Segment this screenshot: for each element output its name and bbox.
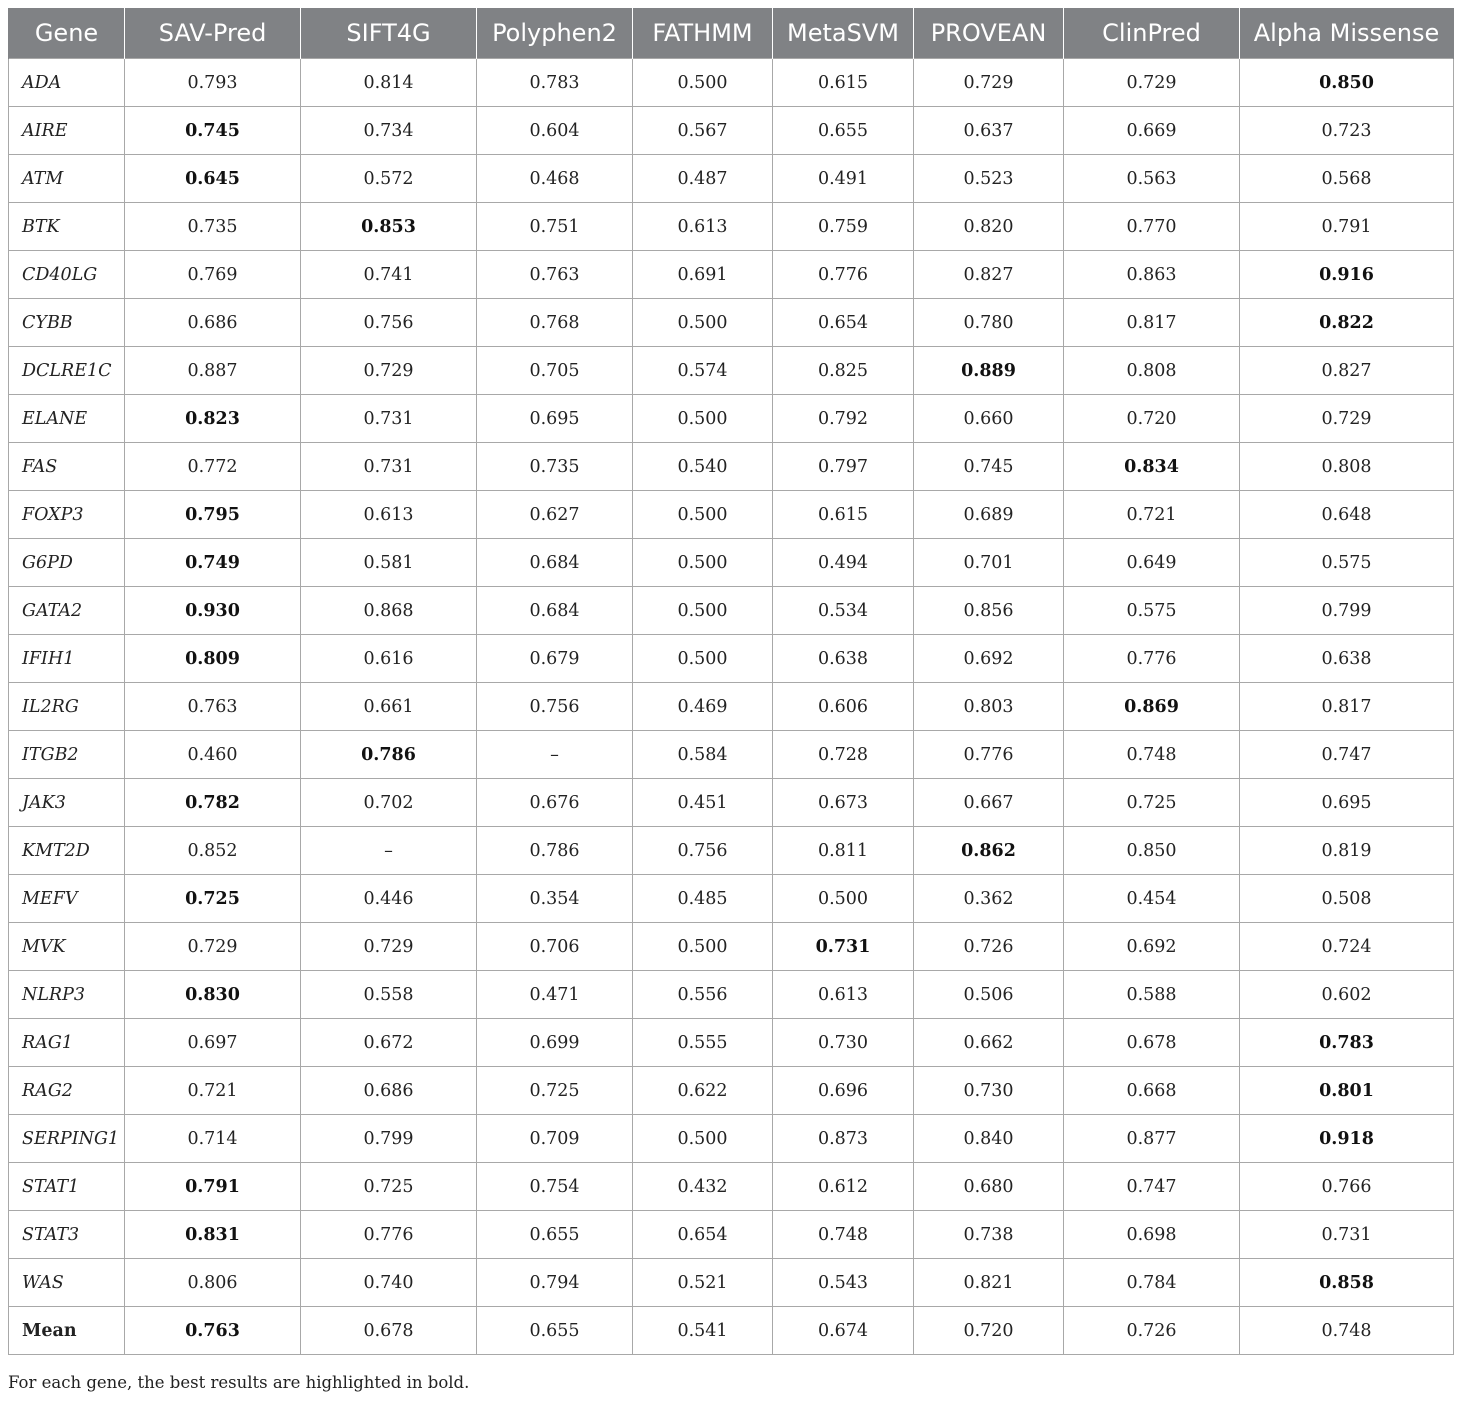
column-header-alpha-missense: Alpha Missense (1240, 8, 1454, 59)
score-cell: 0.721 (125, 1067, 301, 1115)
score-cell: 0.930 (125, 587, 301, 635)
score-cell: 0.768 (477, 299, 633, 347)
score-cell: 0.834 (1064, 443, 1240, 491)
score-cell: 0.563 (1064, 155, 1240, 203)
score-cell: 0.500 (633, 923, 773, 971)
column-header-provean: PROVEAN (914, 8, 1064, 59)
score-cell: 0.572 (301, 155, 477, 203)
results-table (8, 8, 1454, 1355)
score-cell: 0.887 (125, 347, 301, 395)
score-cell: 0.749 (125, 539, 301, 587)
table-row (9, 491, 1454, 539)
column-header-sav-pred: SAV-Pred (125, 8, 301, 59)
score-cell: 0.471 (477, 971, 633, 1019)
score-cell: 0.454 (1064, 875, 1240, 923)
score-cell: 0.616 (301, 635, 477, 683)
gene-name-cell: BTK (9, 203, 125, 251)
score-cell: 0.534 (773, 587, 914, 635)
score-cell: 0.795 (125, 491, 301, 539)
score-cell: 0.869 (1064, 683, 1240, 731)
score-cell: 0.786 (301, 731, 477, 779)
score-cell: 0.806 (125, 1259, 301, 1307)
score-cell: 0.613 (301, 491, 477, 539)
score-cell: 0.540 (633, 443, 773, 491)
score-cell: 0.662 (914, 1019, 1064, 1067)
score-cell: 0.698 (1064, 1211, 1240, 1259)
score-cell: 0.799 (301, 1115, 477, 1163)
score-cell: 0.676 (477, 779, 633, 827)
score-cell: 0.916 (1240, 251, 1454, 299)
score-cell: 0.827 (1240, 347, 1454, 395)
gene-name-cell: SERPING1 (9, 1115, 125, 1163)
table-row (9, 587, 1454, 635)
score-cell: 0.574 (633, 347, 773, 395)
gene-name-cell: STAT3 (9, 1211, 125, 1259)
score-cell: 0.500 (633, 299, 773, 347)
score-cell: 0.555 (633, 1019, 773, 1067)
table-row (9, 635, 1454, 683)
score-cell: 0.850 (1064, 827, 1240, 875)
score-cell: 0.817 (1064, 299, 1240, 347)
score-cell: 0.558 (301, 971, 477, 1019)
score-cell: 0.782 (125, 779, 301, 827)
score-cell: 0.852 (125, 827, 301, 875)
score-cell: 0.487 (633, 155, 773, 203)
score-cell: 0.500 (633, 59, 773, 107)
score-cell: 0.731 (773, 923, 914, 971)
score-cell: 0.726 (914, 923, 1064, 971)
score-cell: 0.684 (477, 587, 633, 635)
score-cell: 0.793 (125, 59, 301, 107)
score-cell: 0.748 (1064, 731, 1240, 779)
score-cell: 0.500 (633, 539, 773, 587)
score-cell: 0.858 (1240, 1259, 1454, 1307)
score-cell: 0.686 (125, 299, 301, 347)
score-cell: 0.853 (301, 203, 477, 251)
score-cell: 0.808 (1064, 347, 1240, 395)
table-row (9, 731, 1454, 779)
score-cell: 0.432 (633, 1163, 773, 1211)
score-cell: 0.751 (477, 203, 633, 251)
gene-name-cell: IL2RG (9, 683, 125, 731)
score-cell: 0.699 (477, 1019, 633, 1067)
score-cell: 0.724 (1240, 923, 1454, 971)
score-cell: 0.485 (633, 875, 773, 923)
score-cell: 0.660 (914, 395, 1064, 443)
score-cell: 0.729 (125, 923, 301, 971)
score-cell: 0.763 (125, 683, 301, 731)
score-cell: 0.738 (914, 1211, 1064, 1259)
table-row (9, 971, 1454, 1019)
score-cell: 0.543 (773, 1259, 914, 1307)
score-cell: 0.638 (1240, 635, 1454, 683)
gene-name-cell: GATA2 (9, 587, 125, 635)
score-cell: 0.803 (914, 683, 1064, 731)
score-cell: 0.684 (477, 539, 633, 587)
score-cell: 0.613 (773, 971, 914, 1019)
score-cell: 0.709 (477, 1115, 633, 1163)
score-cell: 0.723 (1240, 107, 1454, 155)
column-header-metasvm: MetaSVM (773, 8, 914, 59)
score-cell: 0.697 (125, 1019, 301, 1067)
score-cell: 0.491 (773, 155, 914, 203)
score-cell: 0.856 (914, 587, 1064, 635)
score-cell: 0.868 (301, 587, 477, 635)
score-cell: 0.728 (773, 731, 914, 779)
table-row (9, 1067, 1454, 1115)
score-cell: 0.523 (914, 155, 1064, 203)
score-cell: 0.862 (914, 827, 1064, 875)
score-cell: 0.500 (773, 875, 914, 923)
score-cell: 0.655 (477, 1307, 633, 1355)
score-cell: 0.820 (914, 203, 1064, 251)
score-cell: 0.354 (477, 875, 633, 923)
score-cell: 0.725 (125, 875, 301, 923)
gene-name-cell: CD40LG (9, 251, 125, 299)
score-cell: 0.654 (773, 299, 914, 347)
column-header-gene: Gene (9, 8, 125, 59)
score-cell: 0.776 (914, 731, 1064, 779)
score-cell: 0.655 (773, 107, 914, 155)
score-cell: 0.791 (1240, 203, 1454, 251)
score-cell: 0.661 (301, 683, 477, 731)
score-cell: 0.692 (1064, 923, 1240, 971)
score-cell: 0.821 (914, 1259, 1064, 1307)
score-cell: 0.747 (1240, 731, 1454, 779)
column-header-sift4g: SIFT4G (301, 8, 477, 59)
score-cell: 0.877 (1064, 1115, 1240, 1163)
score-cell: 0.776 (773, 251, 914, 299)
table-row (9, 875, 1454, 923)
score-cell: 0.823 (125, 395, 301, 443)
score-cell: 0.581 (301, 539, 477, 587)
score-cell: 0.801 (1240, 1067, 1454, 1115)
score-cell: 0.731 (1240, 1211, 1454, 1259)
score-cell: 0.680 (914, 1163, 1064, 1211)
score-cell: 0.725 (301, 1163, 477, 1211)
score-cell: 0.745 (914, 443, 1064, 491)
table-row (9, 251, 1454, 299)
table-row (9, 923, 1454, 971)
score-cell: 0.808 (1240, 443, 1454, 491)
score-cell: 0.602 (1240, 971, 1454, 1019)
score-cell: 0.731 (301, 395, 477, 443)
score-cell: 0.735 (125, 203, 301, 251)
score-cell: 0.692 (914, 635, 1064, 683)
gene-name-cell: AIRE (9, 107, 125, 155)
score-cell: 0.691 (633, 251, 773, 299)
table-row (9, 539, 1454, 587)
gene-name-cell: ATM (9, 155, 125, 203)
score-cell: 0.362 (914, 875, 1064, 923)
score-cell: 0.460 (125, 731, 301, 779)
gene-name-cell: WAS (9, 1259, 125, 1307)
score-cell: 0.918 (1240, 1115, 1454, 1163)
table-row (9, 395, 1454, 443)
gene-name-cell: KMT2D (9, 827, 125, 875)
score-cell: 0.615 (773, 491, 914, 539)
score-cell: 0.769 (125, 251, 301, 299)
score-cell: 0.500 (633, 491, 773, 539)
score-cell: 0.714 (125, 1115, 301, 1163)
score-cell: – (301, 827, 477, 875)
score-cell: 0.500 (633, 635, 773, 683)
score-cell: 0.889 (914, 347, 1064, 395)
score-cell: 0.725 (1064, 779, 1240, 827)
score-cell: 0.575 (1064, 587, 1240, 635)
score-cell: 0.830 (125, 971, 301, 1019)
score-cell: 0.827 (914, 251, 1064, 299)
score-cell: 0.772 (125, 443, 301, 491)
score-cell: 0.754 (477, 1163, 633, 1211)
gene-name-cell: FAS (9, 443, 125, 491)
score-cell: 0.756 (477, 683, 633, 731)
table-row (9, 107, 1454, 155)
score-cell: 0.706 (477, 923, 633, 971)
score-cell: 0.776 (301, 1211, 477, 1259)
score-cell: 0.606 (773, 683, 914, 731)
score-cell: 0.668 (1064, 1067, 1240, 1115)
table-row (9, 1019, 1454, 1067)
score-cell: 0.584 (633, 731, 773, 779)
score-cell: 0.556 (633, 971, 773, 1019)
table-row (9, 1259, 1454, 1307)
score-cell: 0.648 (1240, 491, 1454, 539)
score-cell: 0.678 (301, 1307, 477, 1355)
column-header-clinpred: ClinPred (1064, 8, 1240, 59)
score-cell: 0.500 (633, 1115, 773, 1163)
score-cell: 0.822 (1240, 299, 1454, 347)
score-cell: 0.783 (477, 59, 633, 107)
score-cell: 0.811 (773, 827, 914, 875)
gene-name-cell: ADA (9, 59, 125, 107)
score-cell: 0.850 (1240, 59, 1454, 107)
score-cell: 0.468 (477, 155, 633, 203)
score-cell: 0.730 (914, 1067, 1064, 1115)
score-cell: 0.615 (773, 59, 914, 107)
score-cell: 0.696 (773, 1067, 914, 1115)
table-row (9, 299, 1454, 347)
score-cell: 0.568 (1240, 155, 1454, 203)
score-cell: 0.730 (773, 1019, 914, 1067)
table-body (9, 59, 1454, 1355)
score-cell: 0.756 (301, 299, 477, 347)
header-row (9, 8, 1454, 59)
score-cell: 0.741 (301, 251, 477, 299)
gene-name-cell: FOXP3 (9, 491, 125, 539)
gene-name-cell: G6PD (9, 539, 125, 587)
score-cell: 0.725 (477, 1067, 633, 1115)
score-cell: 0.672 (301, 1019, 477, 1067)
score-cell: 0.817 (1240, 683, 1454, 731)
score-cell: 0.494 (773, 539, 914, 587)
score-cell: 0.622 (633, 1067, 773, 1115)
score-cell: 0.689 (914, 491, 1064, 539)
table-row (9, 203, 1454, 251)
table-row (9, 827, 1454, 875)
score-cell: 0.809 (125, 635, 301, 683)
gene-name-cell: IFIH1 (9, 635, 125, 683)
score-cell: 0.686 (301, 1067, 477, 1115)
score-cell: 0.588 (1064, 971, 1240, 1019)
score-cell: 0.567 (633, 107, 773, 155)
score-cell: 0.655 (477, 1211, 633, 1259)
table-row (9, 1163, 1454, 1211)
score-cell: 0.446 (301, 875, 477, 923)
gene-name-cell: MEFV (9, 875, 125, 923)
gene-name-cell: CYBB (9, 299, 125, 347)
score-cell: 0.521 (633, 1259, 773, 1307)
score-cell: 0.799 (1240, 587, 1454, 635)
score-cell: 0.756 (633, 827, 773, 875)
score-cell: 0.678 (1064, 1019, 1240, 1067)
score-cell: 0.673 (773, 779, 914, 827)
table-row (9, 155, 1454, 203)
score-cell: 0.794 (477, 1259, 633, 1307)
score-cell: – (477, 731, 633, 779)
score-cell: 0.791 (125, 1163, 301, 1211)
score-cell: 0.604 (477, 107, 633, 155)
score-cell: 0.695 (477, 395, 633, 443)
table-row (9, 347, 1454, 395)
mean-label-cell: Mean (9, 1307, 125, 1355)
table-row (9, 443, 1454, 491)
score-cell: 0.763 (477, 251, 633, 299)
score-cell: 0.695 (1240, 779, 1454, 827)
score-cell: 0.814 (301, 59, 477, 107)
score-cell: 0.731 (301, 443, 477, 491)
score-cell: 0.734 (301, 107, 477, 155)
score-cell: 0.776 (1064, 635, 1240, 683)
gene-name-cell: RAG1 (9, 1019, 125, 1067)
score-cell: 0.674 (773, 1307, 914, 1355)
score-cell: 0.748 (1240, 1307, 1454, 1355)
table-row (9, 683, 1454, 731)
score-cell: 0.469 (633, 683, 773, 731)
score-cell: 0.575 (1240, 539, 1454, 587)
score-cell: 0.726 (1064, 1307, 1240, 1355)
score-cell: 0.729 (914, 59, 1064, 107)
score-cell: 0.669 (1064, 107, 1240, 155)
score-cell: 0.667 (914, 779, 1064, 827)
score-cell: 0.500 (633, 587, 773, 635)
score-cell: 0.745 (125, 107, 301, 155)
score-cell: 0.792 (773, 395, 914, 443)
gene-name-cell: RAG2 (9, 1067, 125, 1115)
score-cell: 0.541 (633, 1307, 773, 1355)
score-cell: 0.729 (1064, 59, 1240, 107)
score-cell: 0.748 (773, 1211, 914, 1259)
score-cell: 0.721 (1064, 491, 1240, 539)
score-cell: 0.500 (633, 395, 773, 443)
score-cell: 0.451 (633, 779, 773, 827)
score-cell: 0.720 (914, 1307, 1064, 1355)
score-cell: 0.729 (301, 347, 477, 395)
score-cell: 0.654 (633, 1211, 773, 1259)
score-cell: 0.770 (1064, 203, 1240, 251)
gene-name-cell: STAT1 (9, 1163, 125, 1211)
score-cell: 0.747 (1064, 1163, 1240, 1211)
score-cell: 0.786 (477, 827, 633, 875)
score-cell: 0.780 (914, 299, 1064, 347)
score-cell: 0.612 (773, 1163, 914, 1211)
score-cell: 0.784 (1064, 1259, 1240, 1307)
score-cell: 0.645 (125, 155, 301, 203)
score-cell: 0.729 (301, 923, 477, 971)
score-cell: 0.701 (914, 539, 1064, 587)
column-header-fathmm: FATHMM (633, 8, 773, 59)
gene-name-cell: DCLRE1C (9, 347, 125, 395)
score-cell: 0.759 (773, 203, 914, 251)
score-cell: 0.627 (477, 491, 633, 539)
score-cell: 0.740 (301, 1259, 477, 1307)
score-cell: 0.873 (773, 1115, 914, 1163)
score-cell: 0.729 (1240, 395, 1454, 443)
gene-name-cell: JAK3 (9, 779, 125, 827)
mean-row (9, 1307, 1454, 1355)
score-cell: 0.783 (1240, 1019, 1454, 1067)
table-row (9, 1115, 1454, 1163)
score-cell: 0.825 (773, 347, 914, 395)
score-cell: 0.638 (773, 635, 914, 683)
score-cell: 0.508 (1240, 875, 1454, 923)
score-cell: 0.735 (477, 443, 633, 491)
score-cell: 0.613 (633, 203, 773, 251)
table-row (9, 1211, 1454, 1259)
score-cell: 0.679 (477, 635, 633, 683)
score-cell: 0.763 (125, 1307, 301, 1355)
score-cell: 0.720 (1064, 395, 1240, 443)
score-cell: 0.840 (914, 1115, 1064, 1163)
score-cell: 0.766 (1240, 1163, 1454, 1211)
score-cell: 0.831 (125, 1211, 301, 1259)
score-cell: 0.819 (1240, 827, 1454, 875)
table-row (9, 59, 1454, 107)
gene-name-cell: ELANE (9, 395, 125, 443)
gene-name-cell: NLRP3 (9, 971, 125, 1019)
score-cell: 0.506 (914, 971, 1064, 1019)
table-row (9, 779, 1454, 827)
gene-name-cell: MVK (9, 923, 125, 971)
score-cell: 0.705 (477, 347, 633, 395)
score-cell: 0.649 (1064, 539, 1240, 587)
gene-name-cell: ITGB2 (9, 731, 125, 779)
score-cell: 0.863 (1064, 251, 1240, 299)
score-cell: 0.702 (301, 779, 477, 827)
score-cell: 0.637 (914, 107, 1064, 155)
score-cell: 0.797 (773, 443, 914, 491)
table-footnote: For each gene, the best results are highlighted in bold. (8, 1373, 470, 1392)
column-header-polyphen2: Polyphen2 (477, 8, 633, 59)
